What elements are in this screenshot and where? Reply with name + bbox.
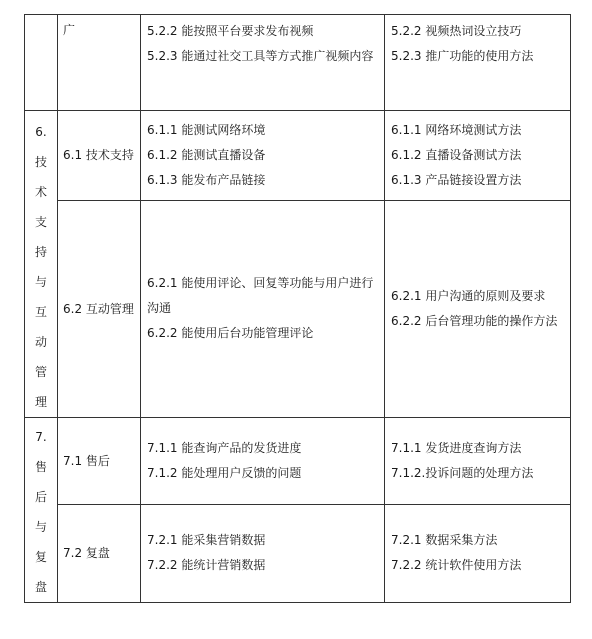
knowledge-cell [385, 504, 571, 602]
category-char: 支 [34, 215, 47, 229]
subcategory-label: 6.2 互动管理 [63, 301, 134, 316]
knowledge-item: 6.2.2 后台管理功能的操作方法 [391, 313, 558, 328]
category-cell [25, 418, 58, 603]
knowledge-item: 6.1.3 产品链接设置方法 [391, 172, 522, 187]
knowledge-item: 5.2.2 视频热词设立技巧 [391, 24, 522, 38]
category-char: 互 [34, 305, 47, 319]
skill-item: 6.2.1 能使用评论、回复等功能与用户进行沟通 [147, 276, 374, 316]
category-char: 复 [34, 550, 47, 564]
category-char: 与 [34, 520, 47, 534]
skills-table [24, 14, 571, 603]
skill-cell [141, 200, 385, 417]
skill-item: 7.2.2 能统计营销数据 [147, 558, 266, 573]
skill-item: 6.1.3 能发布产品链接 [147, 172, 266, 187]
skill-cell [141, 418, 385, 505]
subcategory-cell [58, 15, 141, 111]
knowledge-cell [385, 111, 571, 201]
category-char: 管 [34, 365, 47, 379]
skill-item: 6.1.2 能测试直播设备 [147, 147, 266, 162]
subcategory-cell [58, 504, 141, 602]
skill-cell [141, 15, 385, 111]
skill-cell [141, 111, 385, 201]
category-char: 术 [34, 185, 47, 199]
subcategory-label: 6.1 技术支持 [63, 148, 134, 163]
table-row [25, 200, 571, 417]
table-row [25, 418, 571, 505]
skill-item: 7.1.2 能处理用户反馈的问题 [147, 465, 302, 480]
knowledge-cell [385, 418, 571, 505]
skill-item: 5.2.3 能通过社交工具等方式推广视频内容 [147, 49, 374, 63]
skill-cell [141, 504, 385, 602]
category-char: 技 [34, 155, 47, 169]
subcategory-label: 7.1 售后 [63, 453, 110, 468]
knowledge-cell [385, 15, 571, 111]
knowledge-item: 7.1.1 发货进度查询方法 [391, 440, 522, 455]
category-char: 售 [34, 460, 47, 474]
category-char: 6. [35, 125, 47, 139]
knowledge-item: 5.2.3 推广功能的使用方法 [391, 49, 534, 63]
subcategory-label: 7.2 复盘 [63, 546, 110, 561]
subcategory-cell [58, 418, 141, 505]
skill-item: 6.2.2 能使用后台功能管理评论 [147, 326, 314, 341]
category-char: 与 [34, 275, 47, 289]
skill-item: 5.2.2 能按照平台要求发布视频 [147, 24, 314, 38]
category-char: 盘 [34, 580, 47, 594]
subcategory-cell [58, 200, 141, 417]
knowledge-item: 6.2.1 用户沟通的原则及要求 [391, 288, 546, 303]
category-cell [25, 15, 58, 111]
category-char: 动 [34, 335, 47, 349]
knowledge-item: 7.2.2 统计软件使用方法 [391, 558, 522, 573]
knowledge-item: 7.2.1 数据采集方法 [391, 533, 498, 548]
knowledge-item: 6.1.1 网络环境测试方法 [391, 122, 522, 137]
table-row [25, 15, 571, 111]
skill-item: 7.2.1 能采集营销数据 [147, 533, 266, 548]
table-row [25, 504, 571, 602]
category-char: 持 [34, 245, 47, 259]
knowledge-item: 7.1.2.投诉问题的处理方法 [391, 465, 534, 480]
category-char: 后 [34, 490, 47, 504]
skill-item: 7.1.1 能查询产品的发货进度 [147, 440, 302, 455]
subcategory-cell [58, 111, 141, 201]
subcategory-label: 广 [63, 23, 76, 37]
knowledge-item: 6.1.2 直播设备测试方法 [391, 147, 522, 162]
table-row [25, 111, 571, 201]
category-char: 理 [34, 395, 47, 409]
category-cell [25, 111, 58, 418]
skill-item: 6.1.1 能测试网络环境 [147, 122, 266, 137]
knowledge-cell [385, 200, 571, 417]
category-char: 7. [35, 430, 47, 444]
